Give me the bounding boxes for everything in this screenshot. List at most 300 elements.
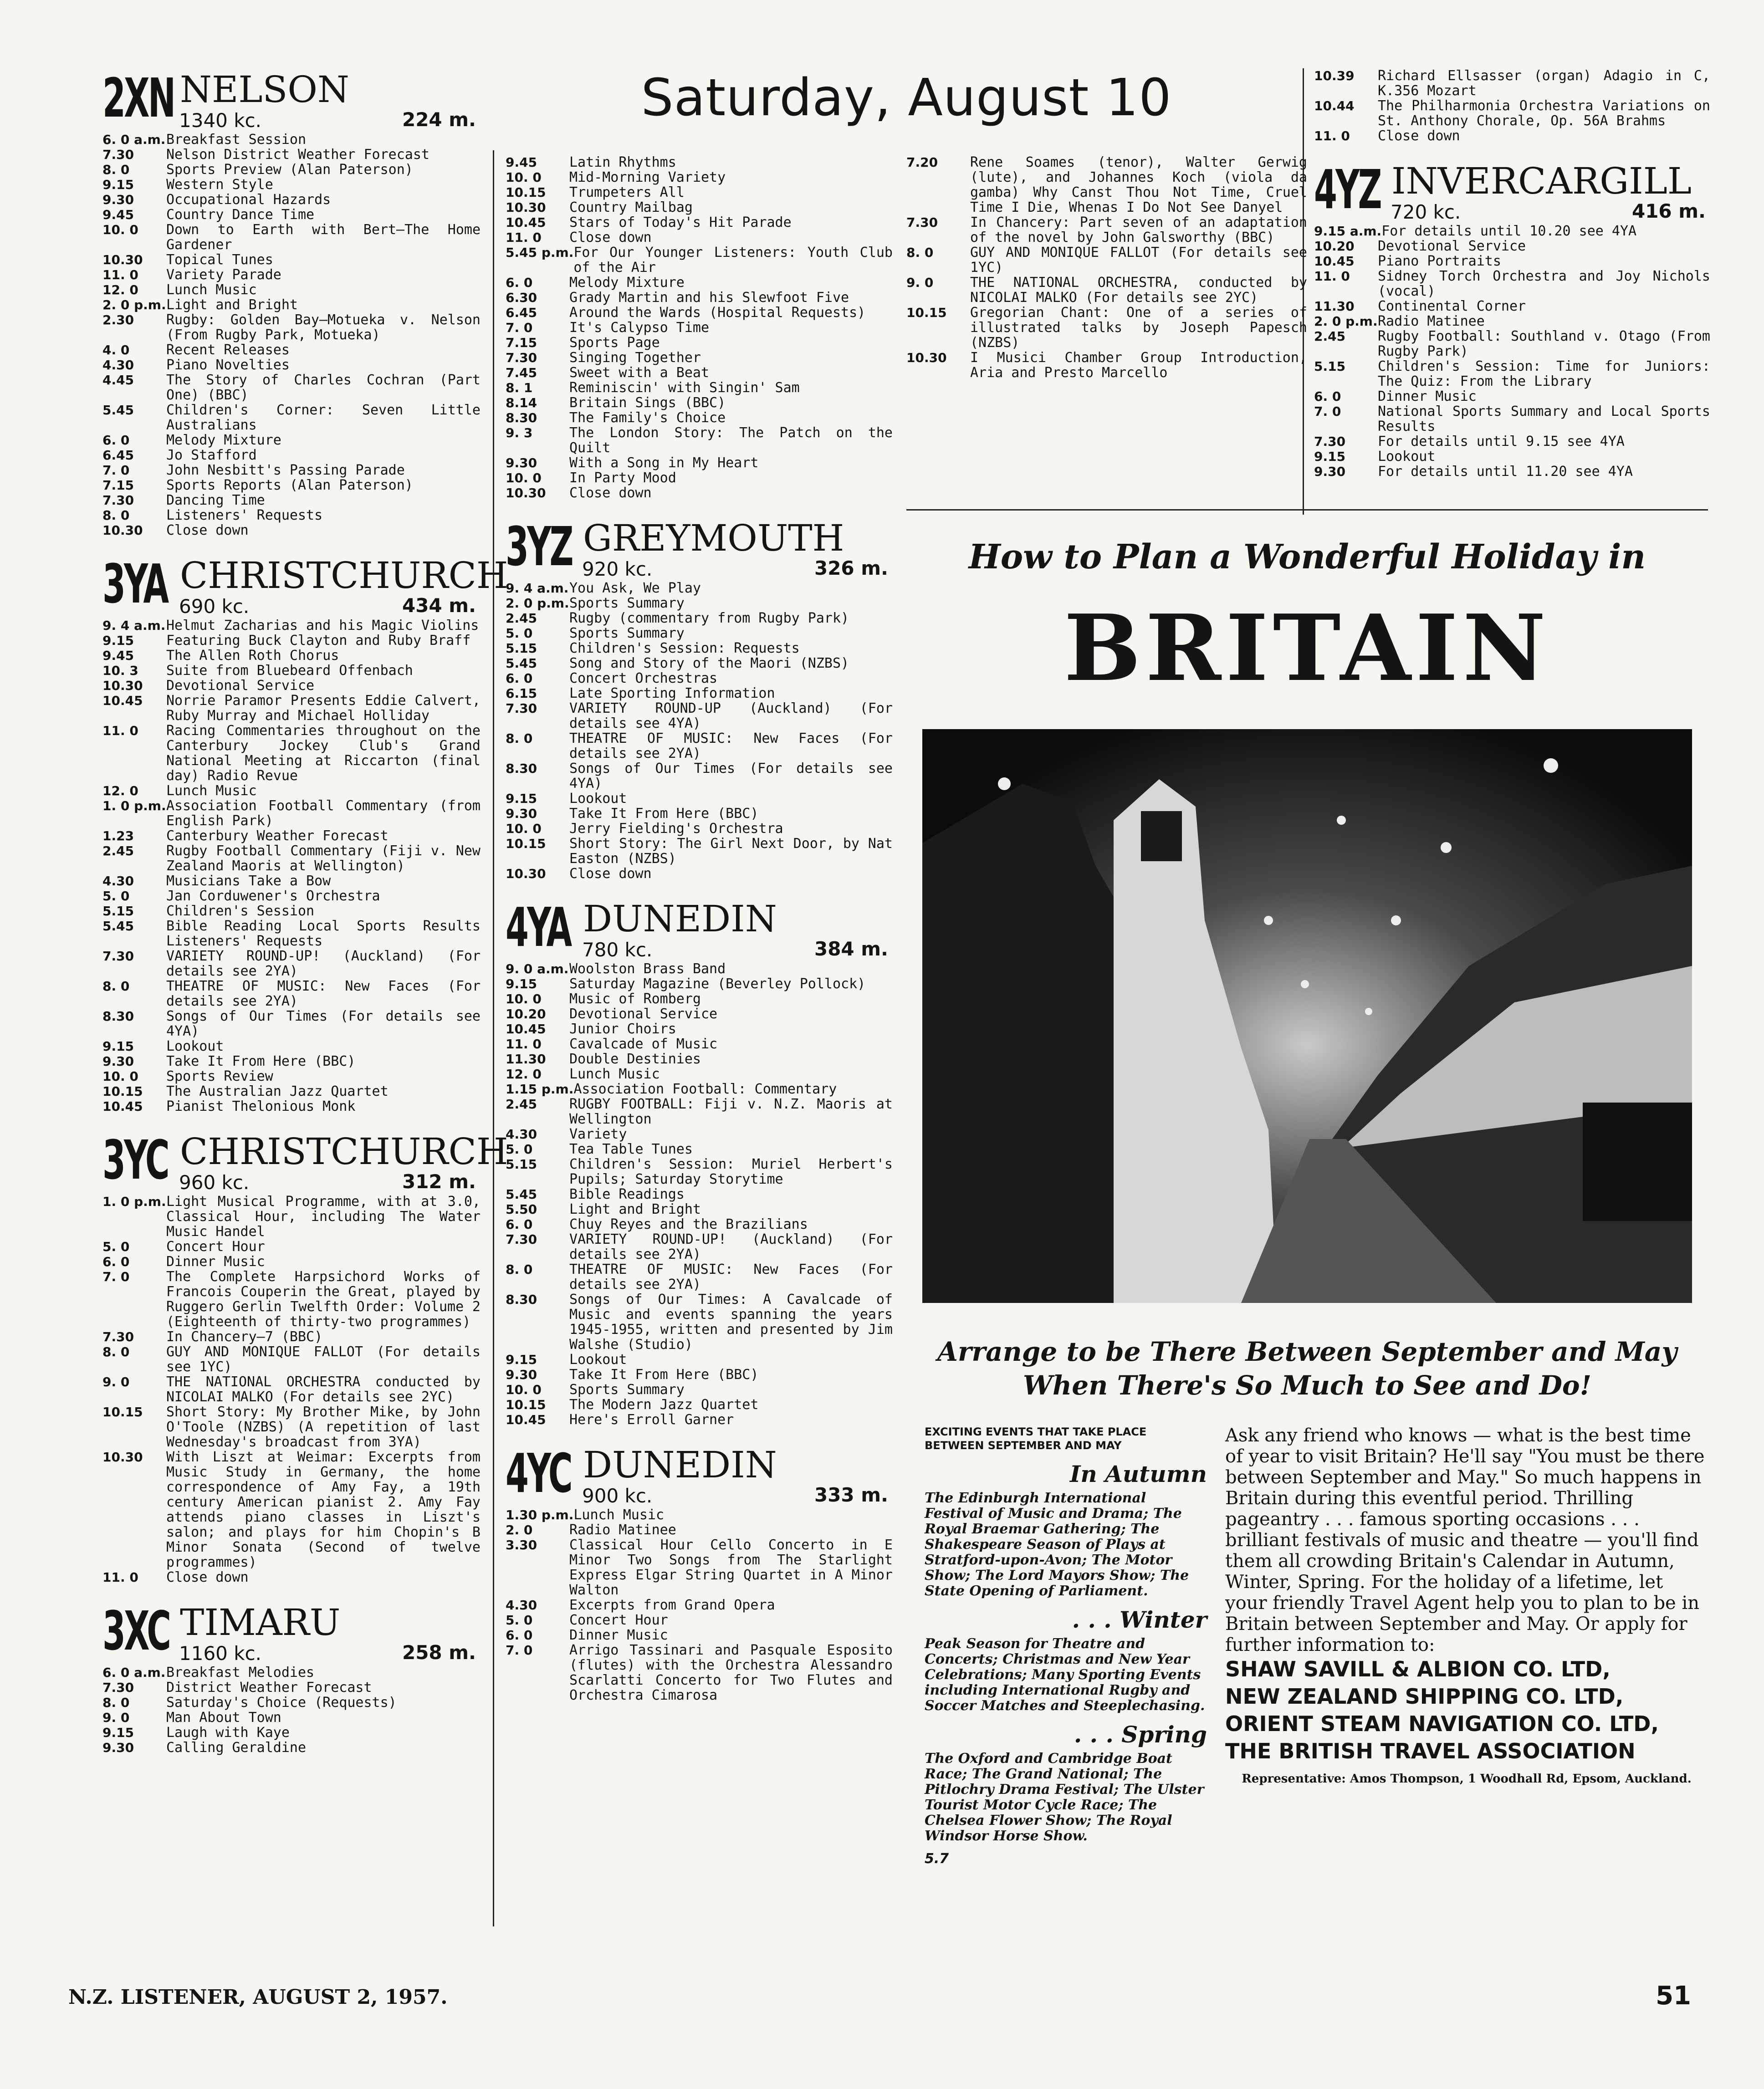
programme-item (102, 162, 481, 177)
programme-time: 2.45 (506, 1097, 537, 1112)
programme-time: 6. 0 (506, 1217, 533, 1232)
programme-time: 6. 0 (1314, 389, 1341, 404)
programme-title: Sports Preview (Alan Paterson) (166, 162, 413, 178)
programme-time: 6. 0 (506, 1628, 533, 1643)
programme-item (1314, 128, 1710, 143)
programme-time: 7.45 (506, 365, 537, 380)
programme-title: Pianist Thelonious Monk (166, 1098, 356, 1114)
programme-title: GUY AND MONIQUE FALLOT (For details see 1YC) (166, 1344, 481, 1375)
programme-title: Devotional Service (569, 1006, 718, 1022)
programme-title: Light Musical Programme, with at 3.0, Classical Hour, including The Water Music Handel (166, 1194, 481, 1240)
programme-item (506, 961, 893, 976)
programme-title: Britain Sings (BBC) (569, 395, 726, 411)
programme-time: 11. 0 (1314, 128, 1350, 143)
programme-item (1314, 68, 1710, 98)
programme-time: 9. 0 (906, 275, 934, 290)
programme-time: 8.30 (506, 1292, 537, 1307)
programme-title: For details until 9.15 see 4YA (1378, 434, 1625, 449)
programme-item (102, 207, 481, 222)
programme-title: Here's Erroll Garner (569, 1412, 734, 1428)
station-header-4ya (506, 898, 893, 961)
programme-item (102, 633, 481, 648)
programme-item (506, 1522, 893, 1537)
programme-title: Lunch Music (166, 282, 257, 298)
programme-item (906, 275, 1307, 305)
programme-item (906, 155, 1307, 215)
programme-list (1314, 224, 1710, 479)
programme-item (506, 290, 893, 305)
programme-time: 10.39 (1314, 68, 1355, 83)
programme-time: 6.15 (506, 686, 537, 701)
programme-list (506, 155, 893, 501)
programme-list (506, 1507, 893, 1703)
station-city: CHRISTCHURCH (180, 554, 508, 597)
programme-time: 10.30 (906, 350, 947, 365)
programme-item (1314, 359, 1710, 389)
programme-item (102, 463, 481, 478)
programme-item (506, 1292, 893, 1352)
station-frequency: 690 kc. (179, 595, 250, 618)
station-call-sign: 2XN (102, 66, 174, 129)
programme-time: 10. 0 (102, 222, 138, 237)
programme-time: 7.15 (102, 478, 134, 493)
programme-title: Dinner Music (166, 1254, 265, 1270)
programme-item (506, 395, 893, 410)
programme-time: 10.30 (102, 252, 143, 267)
programme-title: Continental Corner (1378, 298, 1526, 314)
programme-time: 4.30 (102, 873, 134, 889)
programme-time: 9.15 (1314, 449, 1346, 464)
programme-title: The Australian Jazz Quartet (166, 1083, 389, 1099)
programme-time: 2.45 (102, 843, 134, 858)
programme-time: 10.45 (506, 1412, 546, 1427)
programme-title: Take It From Here (BBC) (569, 806, 759, 822)
programme-title: Recent Releases (166, 342, 290, 358)
programme-title: Children's Session: Muriel Herbert's Pupils; Saturday Storytime (569, 1156, 893, 1187)
programme-item (506, 305, 893, 320)
programme-item (102, 523, 481, 538)
programme-list (102, 618, 481, 1114)
programme-title: Late Sporting Information (569, 685, 775, 701)
programme-item (506, 1628, 893, 1643)
programme-item (506, 1613, 893, 1628)
programme-time: 10. 0 (506, 991, 542, 1006)
programme-item (102, 1239, 481, 1254)
programme-item (1314, 404, 1710, 434)
programme-item (102, 1194, 481, 1239)
programme-time: 11. 0 (102, 267, 138, 282)
programme-time: 10.30 (506, 200, 546, 215)
programme-title: Melody Mixture (569, 275, 685, 291)
programme-time: 1.30 p.m. (506, 1507, 574, 1522)
programme-title: Rugby Football Commentary (Fiji v. New Zealand Maoris at Wellington) (166, 843, 481, 874)
programme-title: Lunch Music (569, 1066, 660, 1082)
programme-time: 1.15 p.m. (506, 1082, 574, 1097)
programme-time: 9. 0 a.m. (506, 961, 569, 976)
page-number: 51 (1656, 1981, 1691, 2011)
programme-item (102, 1740, 481, 1755)
programme-title: Classical Hour Cello Concerto in E Minor Two Songs from The Starlight Express Elgar String Quartet in A Minor Walton (569, 1537, 893, 1598)
programme-title: Children's Session: Requests (569, 640, 800, 656)
programme-time: 7.30 (102, 147, 134, 162)
ad-copy: Ask any friend who knows — what is the best time of year to visit Britain? He'll say "You must be there between September and May." So much happens in Britain during this eventful period. Thrilling pageantry . . . famous sporting occasions . . . brilliant festivals of music and theatre — you'll find them all crowding Britain's Calendar in Autumn, Winter, Spring. For the holiday of a lifetime, let your friendly Travel Agent help you to plan to be in Britain between September and May. Or apply for further information to: (1225, 1425, 1705, 1655)
programme-time: 8. 0 (506, 1262, 533, 1277)
programme-title: Rugby: Golden Bay—Motueka v. Nelson (From Rugby Park, Motueka) (166, 312, 481, 343)
programme-item (102, 1725, 481, 1740)
programme-item (102, 663, 481, 678)
station-wavelength: 312 m. (402, 1170, 476, 1193)
programme-item (102, 1269, 481, 1329)
programme-item (102, 1680, 481, 1695)
station-frequency: 1340 kc. (179, 109, 262, 132)
programme-title: Light and Bright (569, 1201, 701, 1217)
company-name: SHAW SAVILL & ALBION CO. LTD, (1225, 1657, 1611, 1681)
programme-item (506, 641, 893, 656)
station-header-3ya (102, 552, 508, 618)
programme-time: 10.20 (1314, 239, 1355, 254)
programme-item (506, 1412, 893, 1427)
programme-title: Lookout (569, 1352, 627, 1368)
programme-title: Tea Table Tunes (569, 1141, 693, 1157)
programme-title: John Nesbitt's Passing Parade (166, 462, 405, 478)
programme-title: Jerry Fielding's Orchestra (569, 821, 783, 837)
station-call-sign: 3YA (102, 552, 168, 615)
programme-item (506, 1598, 893, 1613)
programme-item (102, 618, 481, 633)
programme-title: Jan Corduwener's Orchestra (166, 888, 380, 904)
programme-title: Country Dance Time (166, 207, 315, 223)
programme-time: 12. 0 (102, 282, 138, 297)
programme-title: THEATRE OF MUSIC: New Faces (For details see 2YA) (166, 978, 481, 1009)
programme-title: Songs of Our Times (For details see 4YA) (569, 761, 893, 792)
programme-item (102, 1570, 481, 1585)
programme-time: 9. 3 (506, 425, 533, 440)
programme-time: 2. 0 p.m. (102, 297, 166, 312)
programme-title: Dancing Time (166, 492, 265, 508)
programme-time: 10. 0 (506, 1382, 542, 1397)
programme-title: Take It From Here (BBC) (569, 1367, 759, 1383)
station-city: GREYMOUTH (583, 517, 844, 559)
programme-item (1314, 299, 1710, 314)
programme-item (506, 701, 893, 731)
station-call-sign: 4YA (506, 896, 571, 959)
programme-title: The Family's Choice (569, 410, 726, 426)
programme-item (102, 678, 481, 693)
programme-time: 9.30 (102, 192, 134, 207)
programme-time: 6.45 (506, 305, 537, 320)
programme-title: It's Calypso Time (569, 320, 710, 336)
programme-time: 6. 0 (506, 275, 533, 290)
programme-time: 10.44 (1314, 98, 1355, 113)
programme-title: Reminiscin' with Singin' Sam (569, 380, 800, 396)
programme-item (102, 192, 481, 207)
programme-time: 7.30 (506, 350, 537, 365)
station-city: DUNEDIN (583, 1444, 777, 1486)
programme-item (102, 889, 481, 904)
programme-time: 5.45 p.m. (506, 245, 574, 260)
programme-time: 10. 0 (102, 1069, 138, 1084)
programme-title: Mid-Morning Variety (569, 169, 726, 185)
programme-title: Concert Hour (569, 1612, 668, 1628)
station-header-nelson (102, 68, 481, 132)
programme-list (102, 1194, 481, 1585)
programme-title: Sports Page (569, 335, 660, 351)
programme-title: Sports Summary (569, 625, 685, 641)
programme-item (506, 991, 893, 1006)
programme-time: 9.45 (506, 155, 537, 170)
programme-item (102, 1665, 481, 1680)
programme-time: 9.30 (102, 1740, 134, 1755)
programme-item (102, 1069, 481, 1084)
programme-time: 10.30 (102, 523, 143, 538)
programme-time: 7.30 (102, 1680, 134, 1695)
programme-item (506, 671, 893, 686)
programme-time: 11.30 (506, 1052, 546, 1067)
programme-title: Topical Tunes (166, 252, 273, 268)
street-night-illustration (922, 729, 1692, 1303)
programme-item (1314, 464, 1710, 479)
programme-list (506, 581, 893, 881)
season-text: Peak Season for Theatre and Concerts; Christmas and New Year Celebrations; Many Sporting Events including International Rugby and Soccer Matches and Steeplechasing. (925, 1636, 1205, 1714)
programme-item (102, 403, 481, 433)
programme-title: Nelson District Weather Forecast (166, 147, 429, 163)
programme-title: For details until 10.20 see 4YA (1381, 223, 1637, 239)
programme-time: 9.30 (506, 455, 537, 470)
programme-title: With a Song in My Heart (569, 455, 759, 471)
programme-title: Lunch Music (166, 783, 257, 799)
programme-time: 5.45 (506, 1187, 537, 1202)
programme-item (506, 1352, 893, 1367)
programme-item (506, 455, 893, 470)
programme-time: 5.15 (506, 641, 537, 656)
programme-item (102, 222, 481, 252)
programme-time: 2.45 (506, 611, 537, 626)
programme-time: 5. 0 (506, 1613, 533, 1628)
programme-time: 9.30 (102, 1054, 134, 1069)
britain-advertisement (906, 537, 1708, 1867)
programme-item (102, 1009, 481, 1039)
programme-list (102, 1665, 481, 1755)
programme-time: 5.15 (1314, 359, 1346, 374)
programme-time: 7. 0 (1314, 404, 1341, 419)
programme-title: Around the Wards (Hospital Requests) (569, 305, 866, 321)
programme-time: 10.15 (102, 1405, 143, 1420)
programme-title: Variety Parade (166, 267, 281, 283)
programme-item (506, 1052, 893, 1067)
programme-time: 7.30 (506, 1232, 537, 1247)
ad-subheadline (906, 1335, 1708, 1402)
programme-item (1314, 314, 1710, 329)
programme-title: For Our Younger Listeners: Youth Club of the Air (573, 245, 893, 276)
programme-title: Featuring Buck Clayton and Ruby Braff (166, 633, 471, 649)
programme-time: 9.15 (102, 1039, 134, 1054)
season-label: In Autumn (1069, 1461, 1207, 1487)
programme-item (102, 1374, 481, 1405)
programme-item (506, 806, 893, 821)
programme-item (102, 342, 481, 358)
programme-title: Occupational Hazards (166, 192, 331, 208)
programme-title: Lookout (1378, 449, 1436, 465)
programme-item (102, 783, 481, 798)
programme-time: 2. 0 p.m. (506, 596, 569, 611)
programme-item (102, 282, 481, 297)
station-frequency: 780 kc. (582, 939, 653, 961)
programme-item (506, 581, 893, 596)
programme-item (506, 686, 893, 701)
station-header-4yc (506, 1444, 893, 1507)
programme-item (506, 596, 893, 611)
programme-item (506, 731, 893, 761)
station-city: NELSON (180, 68, 349, 111)
programme-time: 10.45 (506, 1022, 546, 1037)
programme-time: 11. 0 (102, 723, 138, 738)
programme-time: 9.30 (1314, 464, 1346, 479)
programme-title: Richard Ellsasser (organ) Adagio in C, K.356 Mozart (1378, 68, 1710, 99)
column-1 (102, 66, 508, 1756)
programme-title: Grady Martin and his Slewfoot Five (569, 290, 849, 306)
programme-time: 5.15 (506, 1157, 537, 1172)
programme-title: National Sports Summary and Local Sports Results (1378, 403, 1710, 434)
programme-time: 5.45 (506, 656, 537, 671)
programme-title: VARIETY ROUND-UP! (Auckland) (For details see 2YA) (569, 1231, 893, 1262)
programme-item (102, 949, 481, 979)
programme-item (102, 177, 481, 192)
station-wavelength: 326 m. (814, 557, 888, 579)
programme-title: Breakfast Session (166, 132, 307, 148)
programme-time: 5. 0 (506, 1142, 533, 1157)
programme-title: With Liszt at Weimar: Excerpts from Music Study in Germany, the home correspondence of Amy Fay, a 19th century American pianist 2. Amy Fay attends piano classes in Liszt's salon; and plays for him Chopin's B Minor Sonata (Second of twelve programmes) (166, 1449, 481, 1570)
programme-item (102, 252, 481, 267)
programme-title: Association Football Commentary (from English Park) (166, 798, 481, 829)
programme-title: Norrie Paramor Presents Eddie Calvert, Ruby Murray and Michael Holliday (166, 693, 481, 724)
programme-item (1314, 254, 1710, 269)
programme-title: Radio Matinee (1378, 313, 1485, 329)
programme-title: Song and Story of the Maori (NZBS) (569, 655, 849, 671)
events-heading: EXCITING EVENTS THAT TAKE PLACE BETWEEN SEPTEMBER AND MAY (925, 1425, 1147, 1452)
programme-item (102, 843, 481, 873)
programme-item (1314, 224, 1710, 239)
station-header-4yz (1314, 160, 1710, 224)
street-night-photo (922, 729, 1692, 1303)
programme-item (102, 919, 481, 949)
programme-item (506, 821, 893, 836)
company-name: ORIENT STEAM NAVIGATION CO. LTD, (1225, 1711, 1659, 1736)
programme-item (102, 904, 481, 919)
programme-title: Piano Novelties (166, 357, 290, 373)
programme-title: Racing Commentaries throughout on the Canterbury Jockey Club's Grand National Meeting at Riccarton (final day) Radio Revue (166, 723, 481, 784)
programme-time: 1.23 (102, 828, 134, 843)
programme-title: Chuy Reyes and the Brazilians (569, 1216, 808, 1232)
programme-title: Radio Matinee (569, 1522, 676, 1538)
programme-time: 7.30 (102, 493, 134, 508)
programme-title: Close down (1378, 128, 1460, 144)
programme-item (506, 1537, 893, 1598)
programme-item (102, 1039, 481, 1054)
station-wavelength: 258 m. (402, 1641, 476, 1664)
programme-title: District Weather Forecast (166, 1680, 372, 1696)
programme-time: 3.30 (506, 1537, 537, 1553)
company-name: THE BRITISH TRAVEL ASSOCIATION (1225, 1739, 1636, 1763)
programme-time: 9.45 (102, 648, 134, 663)
programme-title: Lunch Music (573, 1507, 665, 1523)
programme-time: 10.30 (102, 1450, 143, 1465)
programme-title: Rene Soames (tenor), Walter Gerwig (lute), and Johannes Koch (viola da gamba) Why Canst Thou Not Time, Cruel Time I Die, Whenas I Do Not See Danyel (970, 154, 1307, 215)
programme-item (102, 132, 481, 147)
programme-title: Sports Reports (Alan Paterson) (166, 477, 413, 493)
programme-time: 6. 0 a.m. (102, 1665, 166, 1680)
programme-time: 8. 1 (506, 380, 533, 395)
programme-item (102, 1254, 481, 1269)
programme-time: 9. 0 (102, 1374, 130, 1389)
programme-item (102, 433, 481, 448)
programme-title: Songs of Our Times: A Cavalcade of Music and events spanning the years 1945-1955, written and presented by Jim Walshe (Studio) (569, 1292, 893, 1353)
programme-item (506, 1067, 893, 1082)
programme-item (506, 1397, 893, 1412)
programme-title: Canterbury Weather Forecast (166, 828, 389, 844)
ad-subline: Arrange to be There Between September and May (937, 1336, 1677, 1367)
programme-item (506, 836, 893, 866)
programme-time: 10.15 (906, 305, 947, 320)
programme-time: 7.30 (506, 701, 537, 716)
programme-item (506, 1097, 893, 1127)
programme-time: 8.30 (506, 761, 537, 776)
programme-title: Association Football: Commentary (573, 1081, 837, 1097)
programme-title: Close down (569, 485, 652, 501)
programme-title: Light and Bright (166, 297, 298, 313)
ad-code: 5.7 (925, 1851, 949, 1867)
station-call-sign: 3XC (102, 1599, 170, 1662)
programme-title: Short Story: The Girl Next Door, by Nat Easton (NZBS) (569, 836, 893, 867)
programme-time: 5.15 (102, 904, 134, 919)
programme-title: Devotional Service (1378, 238, 1526, 254)
programme-list (1314, 68, 1710, 143)
programme-title: Sweet with a Beat (569, 365, 710, 381)
station-wavelength: 333 m. (814, 1484, 888, 1506)
programme-time: 4. 0 (102, 342, 130, 358)
programme-item (506, 485, 893, 501)
programme-title: Cavalcade of Music (569, 1036, 718, 1052)
station-call-sign: 4YZ (1314, 158, 1381, 221)
programme-title: Children's Corner: Seven Little Australians (166, 402, 481, 433)
programme-time: 9.30 (506, 1367, 537, 1382)
programme-time: 9.15 (102, 177, 134, 192)
programme-list (506, 961, 893, 1427)
station-wavelength: 384 m. (814, 938, 888, 960)
programme-item (506, 1037, 893, 1052)
programme-item (506, 320, 893, 335)
programme-item (506, 170, 893, 185)
programme-title: For details until 11.20 see 4YA (1378, 464, 1633, 480)
programme-item (506, 335, 893, 350)
programme-item (506, 1157, 893, 1187)
programme-item (506, 275, 893, 290)
programme-time: 10. 0 (506, 821, 542, 836)
station-frequency: 1160 kc. (179, 1642, 262, 1665)
programme-time: 8. 0 (102, 1695, 130, 1710)
programme-title: Bible Reading Local Sports Results Listeners' Requests (166, 918, 481, 949)
programme-time: 4.45 (102, 373, 134, 388)
programme-time: 11. 0 (1314, 269, 1350, 284)
programme-title: Sports Summary (569, 595, 685, 611)
programme-item (906, 350, 1307, 380)
programme-item (506, 215, 893, 230)
column-2 (506, 155, 893, 1703)
programme-title: The Philharmonia Orchestra Variations on St. Anthony Chorale, Op. 56A Brahms (1378, 98, 1710, 129)
programme-item (102, 1405, 481, 1450)
programme-title: THE NATIONAL ORCHESTRA, conducted by NICOLAI MALKO (For details see 2YC) (970, 275, 1307, 306)
programme-title: The Story of Charles Cochran (Part One) (BBC) (166, 372, 481, 403)
programme-item (506, 1187, 893, 1202)
